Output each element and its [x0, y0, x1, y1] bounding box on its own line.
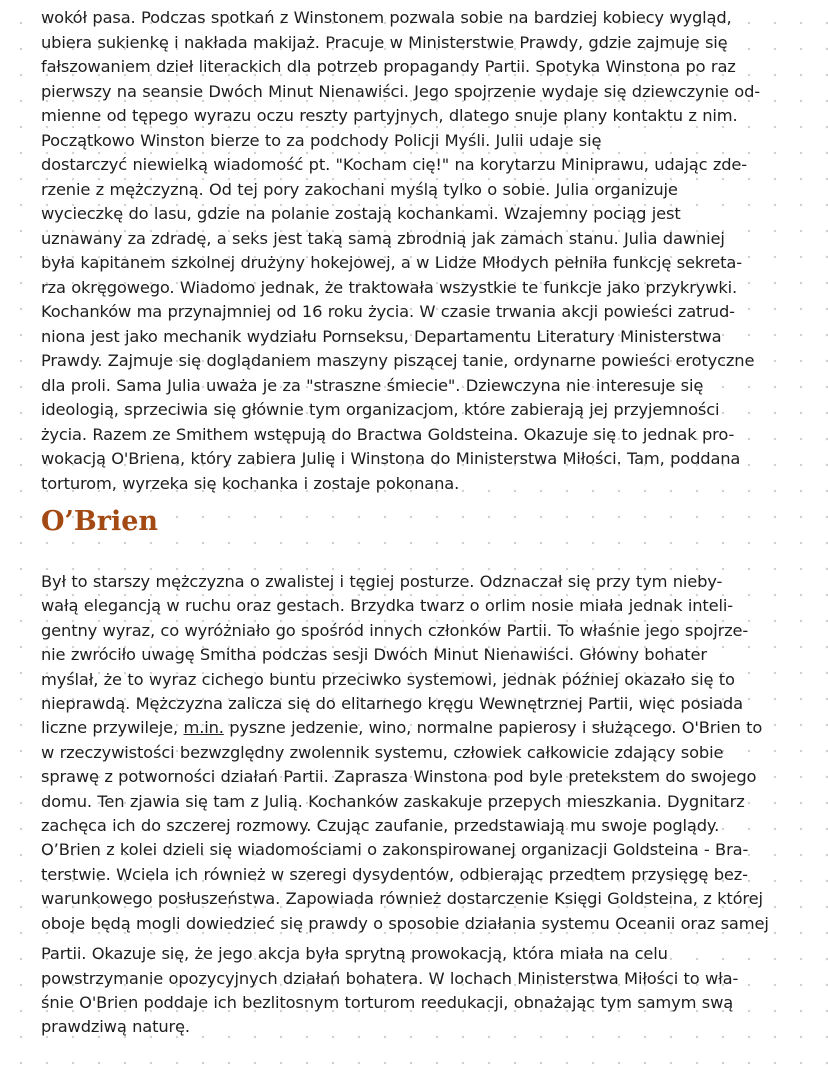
obrien-paragraph-text-start: Był to starszy mężczyzna o zwalistej i tęgiej posturze. Odznaczał się przy tym nieby- wałą elegancją w ruchu oraz gestach. Brzydka twarz o orlim nosie miała jednak inteli- gentny wyraz, co wyróżniało go spośród innych członków Partii. To właśnie jego spojrze- nie zwróciło uwagę Smitha podczas sesji Dwóch Minut Nienawiści. Główny bohater myślał, że to wyraz cichego buntu przeciwko systemowi, jednak później okazało się to nieprawdą. Mężczyzna zalicza się do elitarnego kręgu Wewnętrznej Partii, więc posiada liczne przywileje, [41, 572, 749, 738]
obrien-paragraph-text-end: pyszne jedzenie, wino, normalne papierosy i służącego. O'Brien to w rzeczywistości bezwzględny zwolennik systemu, człowiek całkowicie zdający sobie sprawę z potworności działań Partii. Zaprasza Winstona pod byle pretekstem do swojego domu. Ten zjawia się tam z Julią. Kochanków zaskakuje przepych mieszkania. Dygnitarz zachęca ich do szczerej rozmowy. Czując zaufanie, przedstawiają mu swoje poglądy. O’Brien z kolei dzieli się wiadomościami o zakonspirowanej organizacji Goldsteina - Bra- terstwie. Wciela ich również w szeregi dysydentów, odbierając przedtem przysięgę bez- warunkowego posłuszeństwa. Zapowiada również dostarczenie Księgi Goldsteina, z której oboje będą mogli dowiedzieć się prawdy o sposobie działania systemu Oceanii oraz samej [41, 718, 769, 933]
julia-character-paragraph: wokół pasa. Podczas spotkań z Winstonem pozwala sobie na bardziej kobiecy wygląd, ubiera sukienkę i nakłada makijaż. Pracuje w Ministerstwie Prawdy, gdzie zajmuje się fałszowaniem dzieł literackich dla potrzeb propagandy Partii. Spotyka Winstona po raz pierwszy na seansie Dwóch Minut Nienawiści. Jego spojrzenie wydaje się dziewczynie od- mienne od tępego wyrazu oczu reszty partyjnych, dlatego snuje plany kontaktu z nim. Początkowo Winston bierze to za podchody Policji Myśli. Julii udaje się dostarczyć niewielką wiadomość pt. "Kocham cię!" na korytarzu Miniprawu, udając zde- rzenie z mężczyzną. Od tej pory zakochani myślą tylko o sobie. Julia organizuje wycieczkę do lasu, gdzie na polanie zostają kochankami. Wzajemny pociąg jest uznawany za zdradę, a seks jest taką samą zbrodnią jak zamach stanu. Julia dawniej była kapitanem szkolnej drużyny hokejowej, a w Lidze Młodych pełniła funkcję sekreta- rza okręgowego. Wiadomo jednak, że traktowała wszystkie te funkcje jako przykrywki. Kochanków ma przynajmniej od 16 roku życia. W czasie trwania akcji powieści zatrud- niona jest jako mechanik wydziału Pornseksu, Departamentu Literatury Ministerstwa Prawdy. Zajmuje się doglądaniem maszyny piszącej tanie, ordynarne powieści erotyczne dla proli. Sama Julia uważa je za "straszne śmiecie". Dziewczyna nie interesuje się ideologią, sprzeciwia się głównie tym organizacjom, które zabierają jej przyjemności życia. Razem ze Smithem wstępują do Bractwa Goldsteina. Okazuje się to jednak pro- wokacją O'Briena, który zabiera Julię i Winstona do Ministerstwa Miłości. Tam, poddana torturom, wyrzeka się kochanka i zostaje pokonana. [41, 8, 761, 493]
obrien-section-heading: O’Brien [41, 506, 159, 537]
abbreviation-link[interactable]: m.in. [183, 718, 224, 738]
obrien-paragraph-continued: Partii. Okazuje się, że jego akcja była sprytną prowokacją, która miała na celu powstrzymanie opozycyjnych działań bohatera. W lochach Ministerstwa Miłości to wła- śnie O'Brien poddaje ich bezlitosnym torturom reedukacji, obnażając tym samym swą prawdziwą naturę. [41, 944, 739, 1037]
obrien-character-paragraph [41, 570, 788, 936]
